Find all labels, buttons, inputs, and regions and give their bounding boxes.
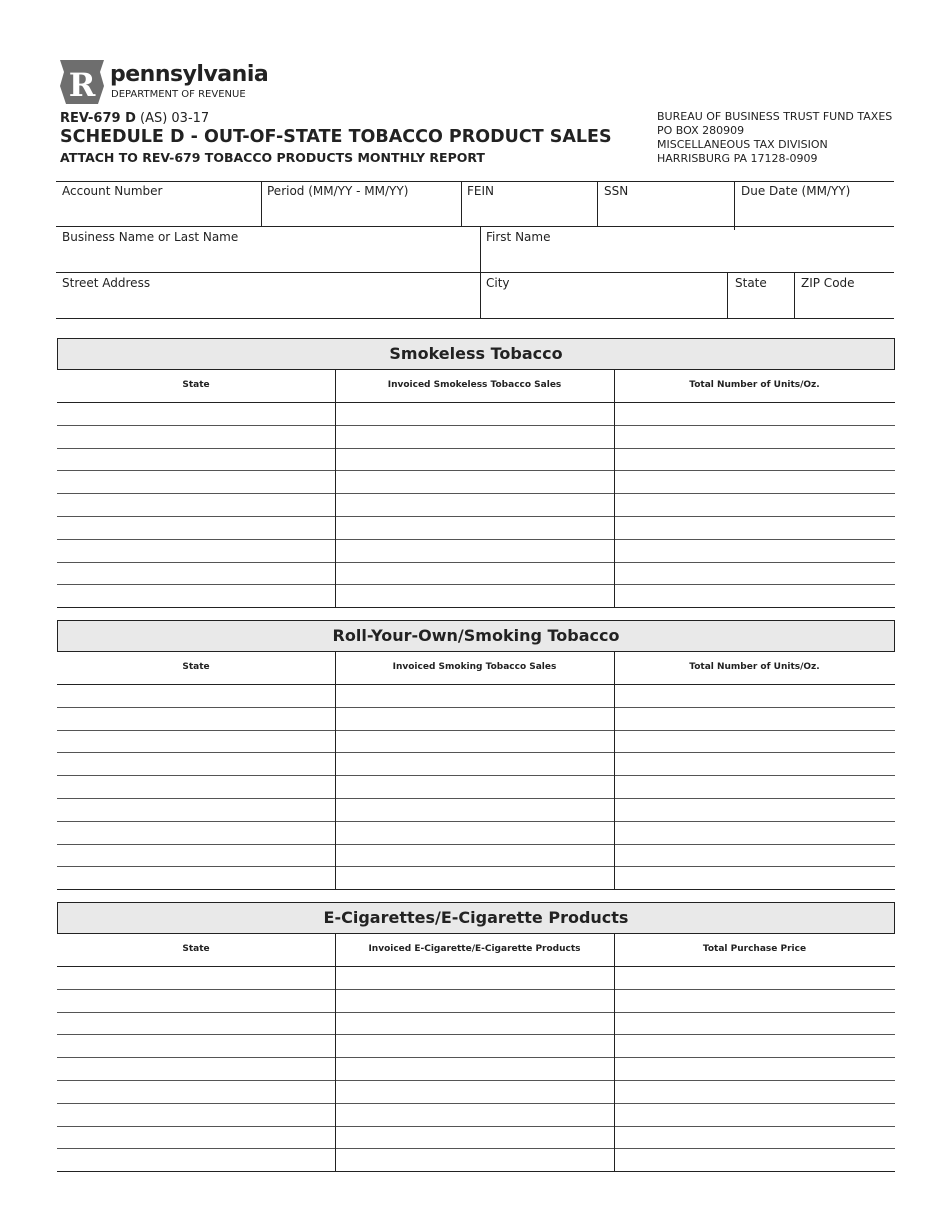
grid-line	[261, 181, 262, 226]
table-row[interactable]	[57, 707, 895, 708]
table-row[interactable]	[57, 866, 895, 867]
mailing-address	[657, 110, 892, 166]
account-number-field[interactable]: Account Number	[62, 184, 163, 198]
table-row[interactable]	[57, 889, 895, 890]
table-header-divider	[57, 402, 895, 403]
table-row[interactable]	[57, 448, 895, 449]
table-row[interactable]	[57, 584, 895, 585]
column-header: Invoiced E-Cigarette/E-Cigarette Products	[368, 944, 581, 954]
column-header: Invoiced Smokeless Tobacco Sales	[387, 380, 562, 390]
table-row[interactable]	[57, 989, 895, 990]
table-row[interactable]	[57, 1148, 895, 1149]
keystone-logo-icon	[58, 58, 106, 106]
due-date-field[interactable]: Due Date (MM/YY)	[741, 184, 851, 198]
logo-department: DEPARTMENT OF REVENUE	[111, 89, 246, 100]
fein-field[interactable]: FEIN	[467, 184, 494, 198]
column-header: State	[182, 380, 210, 390]
grid-line	[734, 181, 735, 230]
zip-code-field[interactable]: ZIP Code	[801, 276, 855, 290]
table-row[interactable]	[57, 752, 895, 753]
grid-line	[461, 181, 462, 226]
column-header: State	[182, 944, 210, 954]
street-address-field[interactable]: Street Address	[62, 276, 151, 290]
table-row[interactable]	[57, 1080, 895, 1081]
address-line-3: MISCELLANEOUS TAX DIVISION	[657, 138, 828, 151]
column-divider	[335, 652, 336, 889]
table-row[interactable]	[57, 730, 895, 731]
table-row[interactable]	[57, 607, 895, 608]
grid-line	[480, 226, 481, 318]
table-row[interactable]	[57, 562, 895, 563]
column-divider	[614, 934, 615, 1171]
column-header: Total Number of Units/Oz.	[689, 380, 820, 390]
grid-line	[794, 272, 795, 318]
form-number: REV-679 D	[60, 111, 136, 126]
table-row[interactable]	[57, 775, 895, 776]
pa-revenue-logo	[58, 58, 269, 108]
column-header: State	[182, 662, 210, 672]
address-line-2: PO BOX 280909	[657, 124, 745, 137]
table-header-divider	[57, 966, 895, 967]
column-divider	[614, 370, 615, 607]
grid-line	[597, 181, 598, 226]
column-header: Total Number of Units/Oz.	[689, 662, 820, 672]
page-title: SCHEDULE D - OUT-OF-STATE TOBACCO PRODUCT SALES	[60, 127, 612, 147]
form-id	[60, 111, 209, 126]
column-header: Total Purchase Price	[702, 944, 807, 954]
business-name-field[interactable]: Business Name or Last Name	[62, 230, 239, 244]
table-row[interactable]	[57, 844, 895, 845]
table-row[interactable]	[57, 821, 895, 822]
grid-line	[727, 272, 728, 318]
grid-line	[56, 226, 894, 227]
logo-wordmark: pennsylvania	[110, 62, 269, 87]
table-row[interactable]	[57, 516, 895, 517]
table-header-divider	[57, 684, 895, 685]
table-row[interactable]	[57, 425, 895, 426]
table-row[interactable]	[57, 1126, 895, 1127]
first-name-field[interactable]: First Name	[486, 230, 551, 244]
grid-line	[56, 318, 894, 319]
address-line-4: HARRISBURG PA 17128-0909	[657, 152, 818, 165]
address-line-1: BUREAU OF BUSINESS TRUST FUND TAXES	[657, 110, 893, 123]
column-divider	[335, 934, 336, 1171]
grid-line	[56, 272, 894, 273]
form-version: (AS) 03-17	[135, 111, 210, 126]
ssn-field[interactable]: SSN	[604, 184, 629, 198]
table-row[interactable]	[57, 1057, 895, 1058]
city-field[interactable]: City	[486, 276, 510, 290]
period-field[interactable]: Period (MM/YY - MM/YY)	[267, 184, 409, 198]
grid-line	[56, 181, 894, 182]
column-divider	[335, 370, 336, 607]
table-row[interactable]	[57, 1103, 895, 1104]
state-field[interactable]: State	[735, 276, 767, 290]
table-row[interactable]	[57, 798, 895, 799]
svg-text:R: R	[68, 66, 96, 104]
section-title: Smokeless Tobacco	[57, 338, 895, 370]
section-title: E-Cigarettes/E-Cigarette Products	[57, 902, 895, 934]
table-row[interactable]	[57, 1171, 895, 1172]
page-subtitle: ATTACH TO REV-679 TOBACCO PRODUCTS MONTHLY REPORT	[60, 150, 485, 165]
column-header: Invoiced Smoking Tobacco Sales	[392, 662, 557, 672]
section-title: Roll-Your-Own/Smoking Tobacco	[57, 620, 895, 652]
table-row[interactable]	[57, 470, 895, 471]
table-row[interactable]	[57, 539, 895, 540]
column-divider	[614, 652, 615, 889]
table-row[interactable]	[57, 1012, 895, 1013]
table-row[interactable]	[57, 493, 895, 494]
table-row[interactable]	[57, 1034, 895, 1035]
